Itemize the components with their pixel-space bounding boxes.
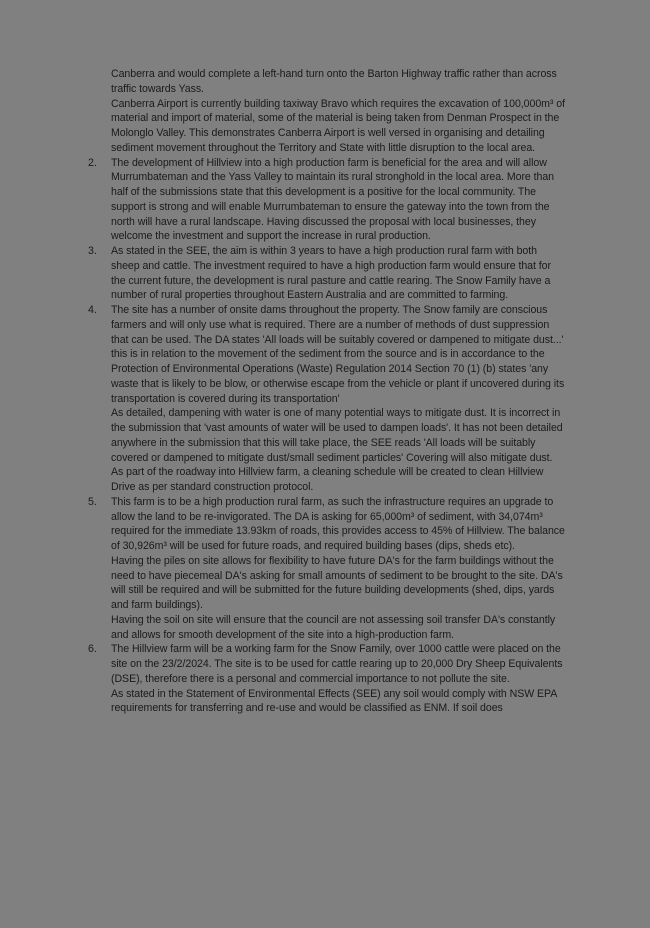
list-item-text: [111, 642, 566, 716]
list-item: [88, 303, 566, 495]
paragraph: This farm is to be a high production rural farm, as such the infrastructure requires an upgrade to allow the land to be re-invigorated. The DA is asking for 65,000m³ of sediment, with 34,074m³ required for the immediate 13.93km of roads, this provides access to 45% of Hillview. The balance of 30,926m³ will be used for future roads, and required building bases (dips, sheds etc).: [111, 495, 565, 552]
list-item-text: [111, 156, 566, 245]
list-item-text: [111, 495, 566, 643]
list-item-number: 4.: [88, 304, 97, 316]
list-item-number: 6.: [88, 643, 97, 656]
paragraph: Canberra Airport is currently building taxiway Bravo which requires the excavation of 100,000m³ of material and import of material, some of the material is being taken from Denman Prospect in the Molonglo Valley. This demonstrates Canberra Airport is well versed in organising and detailing sediment movement throughout the Territory and State with little disruption to the local area.: [111, 97, 566, 154]
paragraph: The site has a number of onsite dams throughout the property. The Snow family are conscious farmers and will only use what is required. There are a number of methods of dust suppression that can be used. The DA states 'All loads will be suitably covered or dampened to mitigate dust...' this is in relation to the movement of the sediment from the source and is in accordance to the Protection of Environmental Operations (Waste) Regulation 2014 Section 70 (1) (b) states 'any waste that is likely to be blow, or otherwise escape from the vehicle or plant if uncovered during its transportation is covered during its transportation': [111, 304, 565, 405]
list-item-number: 2.: [88, 156, 97, 169]
paragraph: Having the piles on site allows for flexibility to have future DA's for the farm buildings without the need to have piecemeal DA's asking for small amounts of sediment to be brought to the site. DA's will still be required and will be submitted for the future building developments (shed, dips, yards and farm buildings).: [111, 554, 563, 611]
list-item-number: 5.: [88, 495, 97, 508]
list-item-text: [111, 244, 566, 303]
list-item: [88, 642, 566, 716]
list-item-text: [111, 67, 566, 156]
paragraph: Canberra and would complete a left-hand turn onto the Barton Highway traffic rather than across traffic towards Yass.: [111, 68, 557, 95]
list-item: [88, 156, 566, 245]
list-item: [88, 244, 566, 303]
paragraph: As detailed, dampening with water is one of many potential ways to mitigate dust. It is incorrect in the submission that 'vast amounts of water will be used to dampen loads'. It has not been detailed anywhere in the submission that this will take place, the SEE reads 'All loads will be suitably covered or dampened to mitigate dust/small sediment particles' Covering will also mitigate dust. As part of the roadway into Hillview farm, a cleaning schedule will be created to clean Hillview Drive as per standard construction protocol.: [111, 407, 563, 493]
document-body: [88, 67, 566, 716]
paragraph: Having the soil on site will ensure that the council are not assessing soil transfer DA's constantly and allows for smooth development of the site into a high-production farm.: [111, 613, 556, 641]
paragraph: As stated in the SEE, the aim is within 3 years to have a high production rural farm with both sheep and cattle. The investment required to have a high production farm would ensure that for the current future, the development is rural pasture and cattle rearing. The Snow Family have a number of rural properties throughout Eastern Australia and are committed to farming.: [111, 245, 551, 302]
paragraph: The development of Hillview into a high production farm is beneficial for the area and will allow Murrumbateman and the Yass Valley to maintain its rural stronghold in the local area. More than half of the submissions state that this development is a positive for the local community. The support is strong and will enable Murrumbateman to ensure the gateway into the town from the north will have a rural landscape. Having discussed the proposal with local businesses, they welcome the investment and support the increase in rural production.: [111, 156, 555, 243]
list-item-text: [111, 303, 566, 495]
paragraph: As stated in the Statement of Environmental Effects (SEE) any soil would comply with NSW EPA requirements for transferring and re-use and would be classified as ENM. If soil does: [111, 687, 557, 715]
list-item-number: 3.: [88, 245, 97, 257]
list-item: [88, 67, 566, 156]
paragraph: The Hillview farm will be a working farm for the Snow Family, over 1000 cattle were placed on the site on the 23/2/2024. The site is to be used for cattle rearing up to 20,000 Dry Sheep Equivalents (DSE), therefore there is a personal and commercial importance to not pollute the site.: [111, 643, 563, 685]
list-item: [88, 495, 566, 643]
